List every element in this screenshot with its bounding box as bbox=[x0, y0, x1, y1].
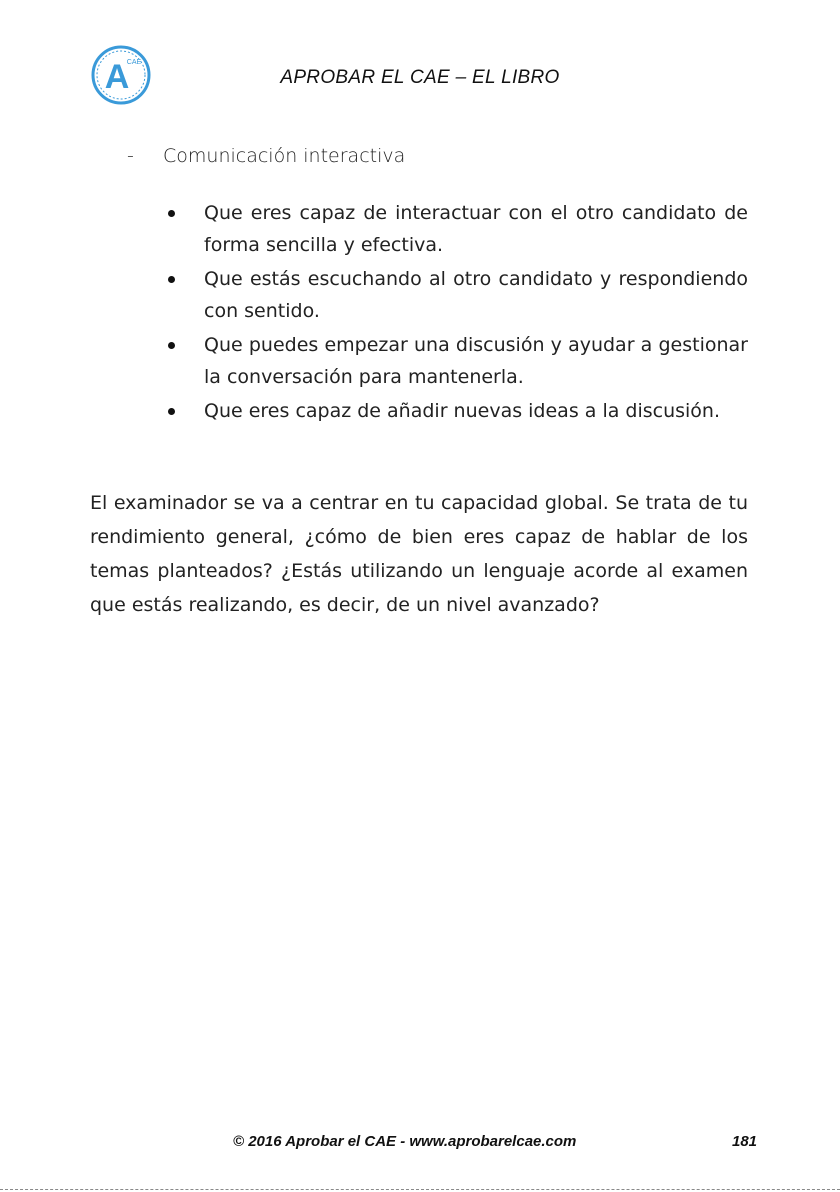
svg-text:A: A bbox=[104, 58, 130, 96]
list-item bbox=[164, 329, 748, 393]
svg-text:CAE: CAE bbox=[126, 59, 142, 66]
bullet-icon bbox=[168, 342, 175, 349]
bullet-icon bbox=[168, 276, 175, 283]
bullet-list bbox=[164, 197, 748, 429]
section-item bbox=[127, 145, 405, 167]
list-item bbox=[164, 263, 748, 327]
list-item-text: Que eres capaz de interactuar con el otro candidato de forma sencilla y efectiva. bbox=[204, 202, 748, 256]
list-item-text: Que estás escuchando al otro candidato y respondiendo con sentido. bbox=[204, 268, 748, 322]
section-item-label: Comunicación interactiva bbox=[163, 145, 406, 167]
body-paragraph: El examinador se va a centrar en tu capacidad global. Se trata de tu rendimiento general, ¿cómo de bien eres capaz de hablar de los temas planteados? ¿Estás utilizando un lenguaje acorde al examen que estás realizando, es decir, de un nivel avanzado? bbox=[90, 492, 748, 616]
list-item-text: Que puedes empezar una discusión y ayudar a gestionar la conversación para mantenerla. bbox=[204, 334, 748, 388]
list-item-text: Que eres capaz de añadir nuevas ideas a la discusión. bbox=[204, 400, 721, 422]
bottom-divider bbox=[0, 1189, 840, 1190]
page-header-title: APROBAR EL CAE – EL LIBRO bbox=[280, 67, 560, 88]
bullet-icon bbox=[168, 210, 175, 217]
list-item bbox=[164, 395, 748, 427]
dash-marker: - bbox=[127, 145, 134, 167]
footer-copyright: © 2016 Aprobar el CAE - www.aprobarelcae.com bbox=[233, 1133, 577, 1150]
bullet-icon bbox=[168, 408, 175, 415]
page-number: 181 bbox=[732, 1133, 758, 1150]
list-item bbox=[164, 197, 748, 261]
